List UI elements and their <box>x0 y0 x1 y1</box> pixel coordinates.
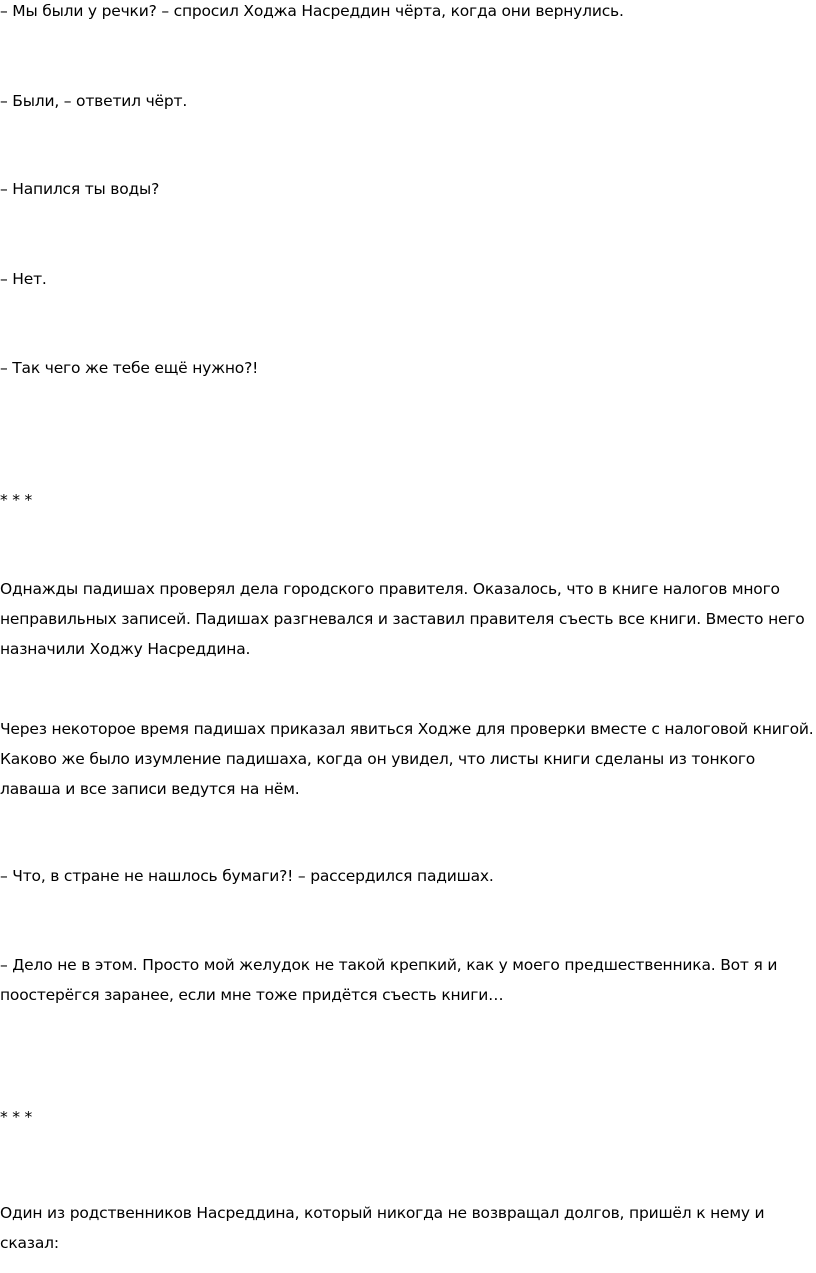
paragraph-5: – Так чего же тебе ещё нужно?! <box>0 359 259 377</box>
paragraph-10: Один из родственников Насреддина, который никогда не возвращал долгов, пришёл к нему и сказал: <box>0 1204 765 1252</box>
paragraph-7: Через некоторое время падишах приказал явиться Ходже для проверки вместе с налоговой книгой. Каково же было изумление падишаха, когда он увидел, что листы книги сделаны из тонкого лаваша и все записи ведутся на нём. <box>0 720 814 798</box>
paragraph-6: Однажды падишах проверял дела городского правителя. Оказалось, что в книге налогов много неправильных записей. Падишах разгневался и заставил правителя съесть все книги. Вместо него назначили Ходжу Насреддина. <box>0 580 805 658</box>
paragraph-1: – Мы были у речки? – спросил Ходжа Насреддин чёрта, когда они вернулись. <box>0 2 624 20</box>
paragraph-8: – Что, в стране не нашлось бумаги?! – рассердился падишах. <box>0 867 494 885</box>
paragraph-2: – Были, – ответил чёрт. <box>0 92 188 110</box>
section-separator-2: * * * <box>0 1108 33 1126</box>
paragraph-4: – Нет. <box>0 270 47 288</box>
section-separator-1: * * * <box>0 491 33 509</box>
paragraph-9: – Дело не в этом. Просто мой желудок не такой крепкий, как у моего предшественника. Вот я и поостерёгся заранее, если мне тоже придётся съесть книги… <box>0 956 778 1004</box>
paragraph-3: – Напился ты воды? <box>0 180 160 198</box>
